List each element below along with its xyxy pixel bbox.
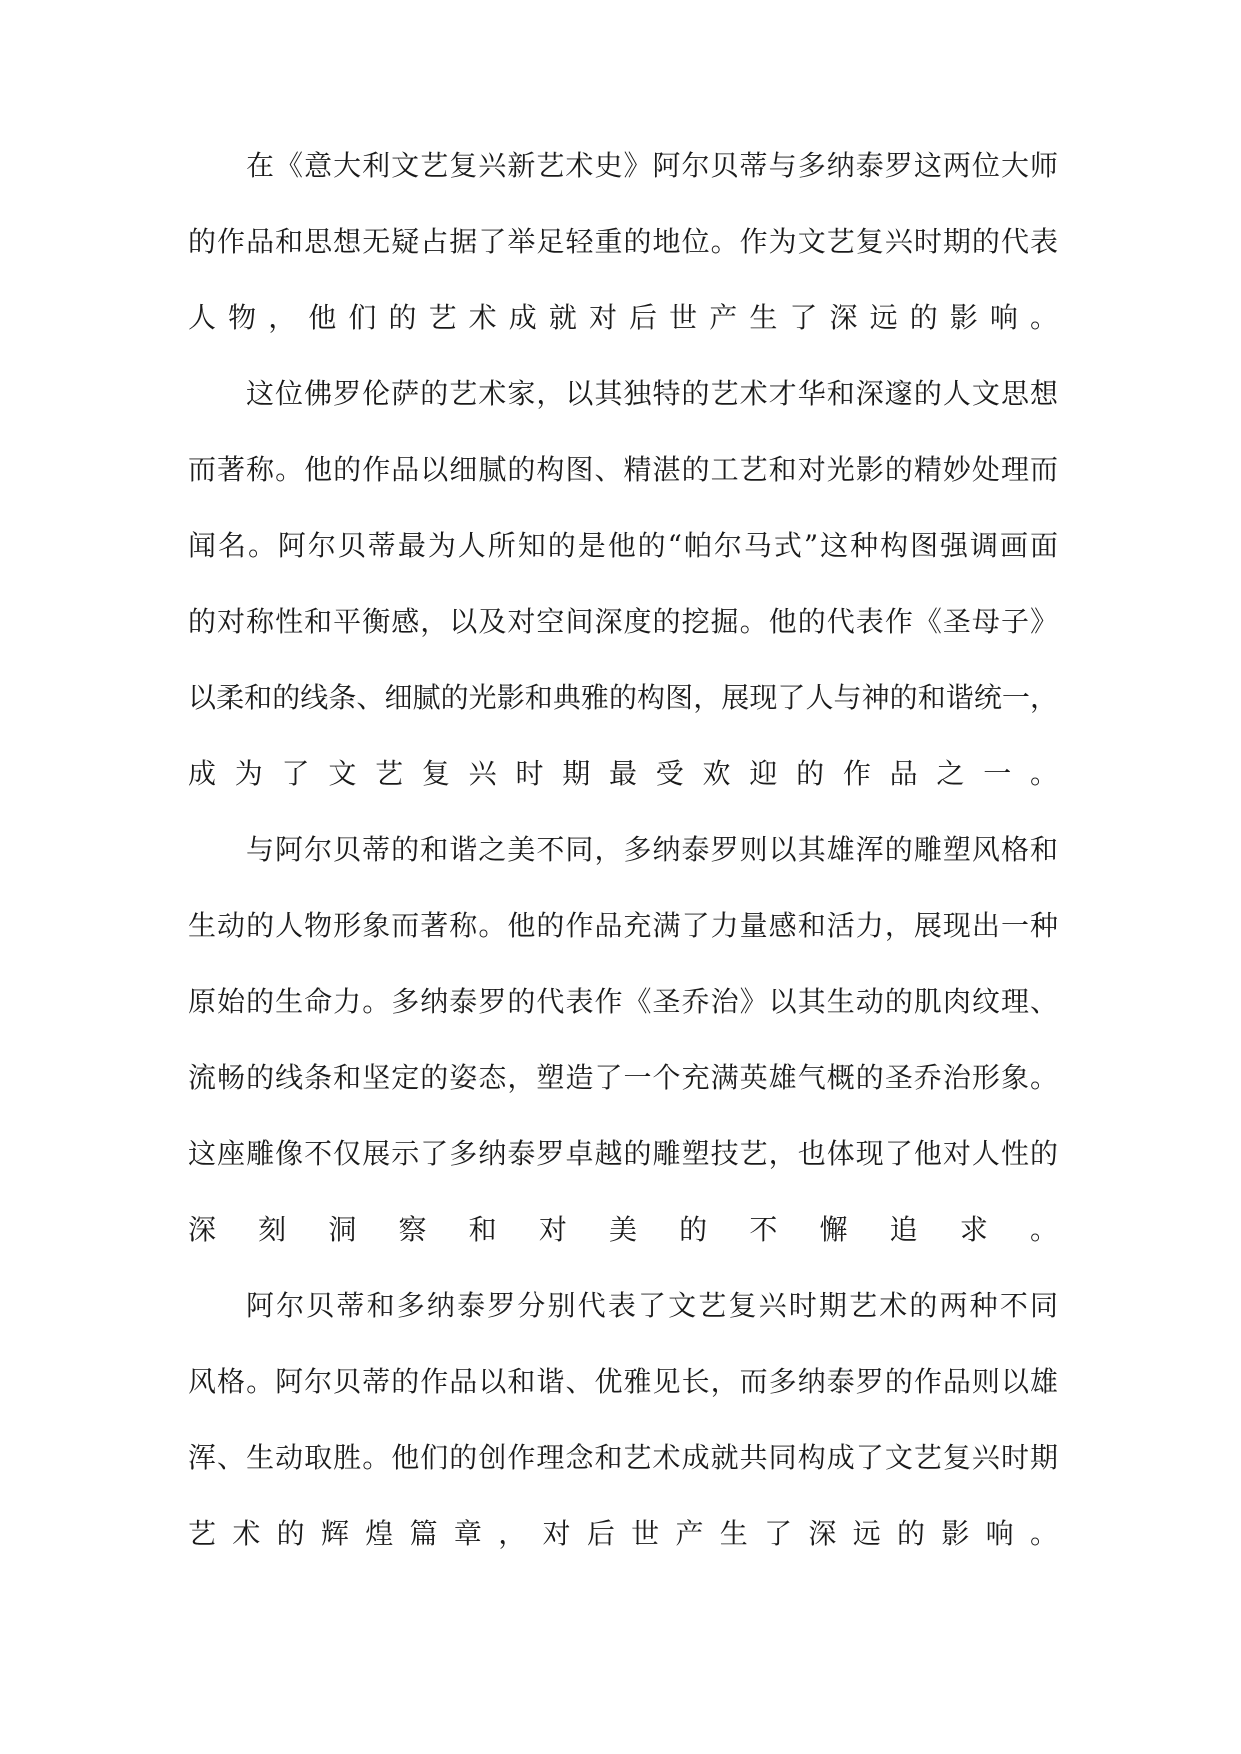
- paragraph-2-line-5: 以柔和的线条、细腻的光影和典雅的构图，展现了人与神的和谐统一，: [188, 681, 1058, 714]
- paragraph-3-line-2: 生动的人物形象而著称。他的作品充满了力量感和活力，展现出一种: [188, 909, 1058, 942]
- paragraph-2-line-3: 闻名。阿尔贝蒂最为人所知的是他的“帕尔马式”这种构图强调画面: [188, 529, 1058, 562]
- paragraph-1-line-2: 的作品和思想无疑占据了举足轻重的地位。作为文艺复兴时期的代表: [188, 225, 1058, 258]
- paragraph-3-line-6: 深刻洞察和对美的不懈追求。: [188, 1213, 1058, 1246]
- paragraph-3-line-1: 与阿尔贝蒂的和谐之美不同，多纳泰罗则以其雄浑的雕塑风格和: [246, 833, 1058, 866]
- paragraph-4-line-4: 艺术的辉煌篇章，对后世产生了深远的影响。: [188, 1517, 1058, 1550]
- paragraph-1-line-1: 在《意大利文艺复兴新艺术史》阿尔贝蒂与多纳泰罗这两位大师: [246, 149, 1058, 182]
- paragraph-4-line-3: 浑、生动取胜。他们的创作理念和艺术成就共同构成了文艺复兴时期: [188, 1441, 1058, 1474]
- paragraph-2-line-4: 的对称性和平衡感，以及对空间深度的挖掘。他的代表作《圣母子》: [188, 605, 1058, 638]
- paragraph-3-line-5: 这座雕像不仅展示了多纳泰罗卓越的雕塑技艺，也体现了他对人性的: [188, 1137, 1058, 1170]
- paragraph-3-line-4: 流畅的线条和坚定的姿态，塑造了一个充满英雄气概的圣乔治形象。: [188, 1061, 1058, 1094]
- paragraph-4-line-1: 阿尔贝蒂和多纳泰罗分别代表了文艺复兴时期艺术的两种不同: [246, 1289, 1058, 1322]
- paragraph-2-line-6: 成为了文艺复兴时期最受欢迎的作品之一。: [188, 757, 1058, 790]
- paragraph-3-line-3: 原始的生命力。多纳泰罗的代表作《圣乔治》以其生动的肌肉纹理、: [188, 985, 1058, 1018]
- paragraph-4-line-2: 风格。阿尔贝蒂的作品以和谐、优雅见长，而多纳泰罗的作品则以雄: [188, 1365, 1058, 1398]
- paragraph-2-line-1: 这位佛罗伦萨的艺术家，以其独特的艺术才华和深邃的人文思想: [246, 377, 1058, 410]
- paragraph-1-line-3: 人物，他们的艺术成就对后世产生了深远的影响。: [188, 301, 1058, 334]
- paragraph-2-line-2: 而著称。他的作品以细腻的构图、精湛的工艺和对光影的精妙处理而: [188, 453, 1058, 486]
- document-body: [188, 142, 1058, 1586]
